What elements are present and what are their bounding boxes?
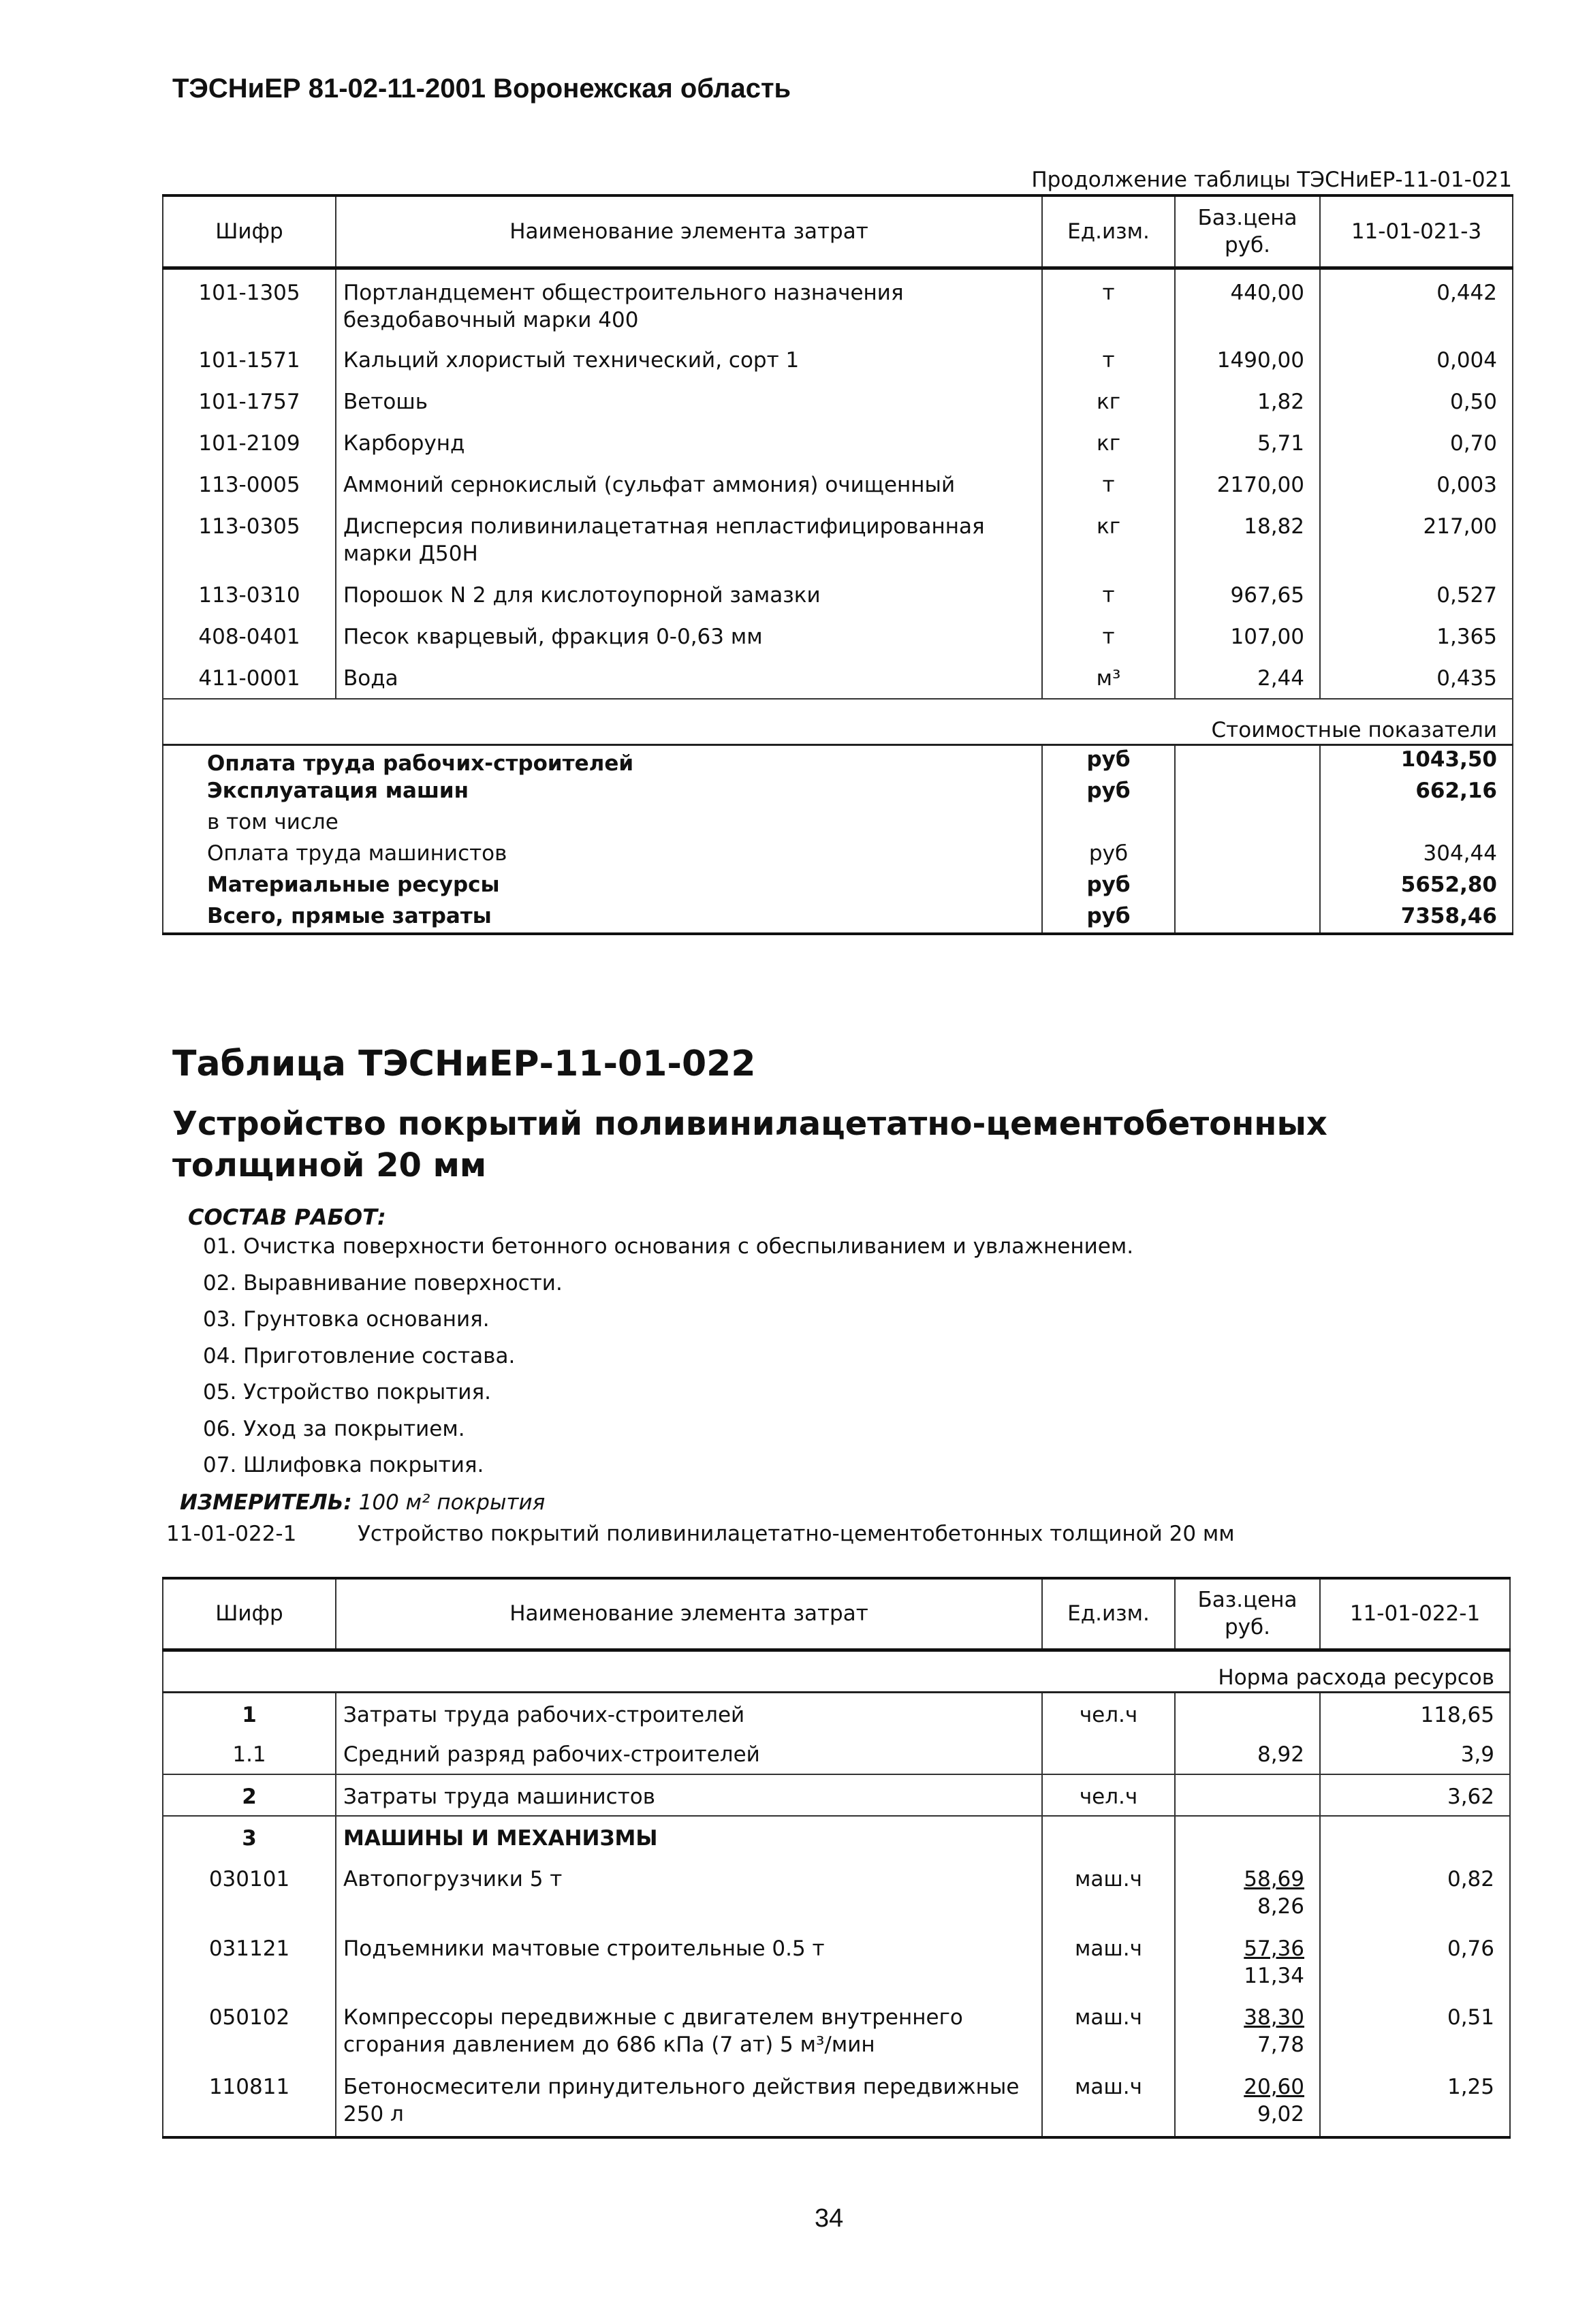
price-cell bbox=[1175, 1857, 1320, 1927]
code-cell: 101-1305 bbox=[163, 268, 336, 339]
table-row bbox=[163, 339, 1513, 380]
table-row bbox=[163, 615, 1513, 657]
table-title: Таблица ТЭСНиЕР-11-01-022 bbox=[172, 1043, 756, 1084]
code-cell: 030101 bbox=[163, 1857, 336, 1927]
total-row bbox=[163, 871, 1513, 902]
price-cell: 440,00 bbox=[1175, 268, 1320, 339]
name-cell: Порошок N 2 для кислотоупорной замазки bbox=[336, 574, 1042, 615]
total-unit: руб bbox=[1042, 902, 1175, 934]
table-row bbox=[163, 380, 1513, 422]
base-price: 8,92 bbox=[1257, 1742, 1304, 1767]
price-cell: 107,00 bbox=[1175, 615, 1320, 657]
value-cell: 0,82 bbox=[1320, 1857, 1510, 1927]
header-name: Наименование элемента затрат bbox=[336, 195, 1042, 268]
works-label: СОСТАВ РАБОТ: bbox=[188, 1204, 386, 1230]
work-item: 02. Выравнивание поверхности. bbox=[203, 1270, 563, 1296]
base-price: 57,36 bbox=[1244, 1936, 1304, 1961]
total-unit: руб bbox=[1042, 840, 1175, 871]
header-norm: 11-01-021-3 bbox=[1320, 195, 1513, 268]
value-cell: 1,25 bbox=[1320, 2065, 1510, 2137]
table-row bbox=[163, 2065, 1510, 2137]
name-cell: Затраты труда машинистов bbox=[336, 1774, 1042, 1816]
table-row bbox=[163, 1927, 1510, 1996]
price-cell bbox=[1175, 1927, 1320, 1996]
price-cell: 5,71 bbox=[1175, 422, 1320, 463]
table-row bbox=[163, 463, 1513, 505]
code-cell: 2 bbox=[163, 1774, 336, 1816]
unit-cell: кг bbox=[1042, 422, 1175, 463]
header-name: Наименование элемента затрат bbox=[336, 1578, 1042, 1650]
code-cell: 411-0001 bbox=[163, 657, 336, 699]
header-price: Баз.цена руб. bbox=[1175, 195, 1320, 268]
table-row bbox=[163, 268, 1513, 339]
code-cell: 101-2109 bbox=[163, 422, 336, 463]
unit-cell: чел.ч bbox=[1042, 1692, 1175, 1733]
value-cell bbox=[1320, 1816, 1510, 1857]
table-continuation-caption: Продолжение таблицы ТЭСНиЕР-11-01-021 bbox=[1031, 168, 1512, 192]
unit-cell bbox=[1042, 1733, 1175, 1774]
total-name: в том числе bbox=[163, 808, 1042, 840]
band-label: Норма расхода ресурсов bbox=[163, 1650, 1510, 1692]
total-value: 7358,46 bbox=[1320, 902, 1513, 934]
table-subtitle: Устройство покрытий поливинилацетатно-цементобетонных толщиной 20 мм bbox=[172, 1105, 1327, 1184]
value-cell: 1,365 bbox=[1320, 615, 1513, 657]
table-row bbox=[163, 1692, 1510, 1733]
operator-wage-price: 8,26 bbox=[1257, 1894, 1304, 1919]
header-norm: 11-01-022-1 bbox=[1320, 1578, 1510, 1650]
band-label: Стоимостные показатели bbox=[163, 699, 1513, 744]
total-row bbox=[163, 808, 1513, 840]
value-cell: 0,50 bbox=[1320, 380, 1513, 422]
work-item: 03. Грунтовка основания. bbox=[203, 1307, 490, 1332]
total-name: Материальные ресурсы bbox=[163, 871, 1042, 902]
total-unit: руб bbox=[1042, 871, 1175, 902]
unit-cell: кг bbox=[1042, 505, 1175, 574]
value-cell: 3,9 bbox=[1320, 1733, 1510, 1774]
header-code: Шифр bbox=[163, 1578, 336, 1650]
table-row bbox=[163, 574, 1513, 615]
name-cell: Подъемники мачтовые строительные 0.5 т bbox=[336, 1927, 1042, 1996]
unit-cell: чел.ч bbox=[1042, 1774, 1175, 1816]
unit-cell: маш.ч bbox=[1042, 1927, 1175, 1996]
total-value: 662,16 bbox=[1320, 777, 1513, 808]
name-cell: Дисперсия поливинилацетатная непластифицированная марки Д50Н bbox=[336, 505, 1042, 574]
price-cell: 1,82 bbox=[1175, 380, 1320, 422]
value-cell: 118,65 bbox=[1320, 1692, 1510, 1733]
unit-cell: т bbox=[1042, 268, 1175, 339]
table-row bbox=[163, 657, 1513, 699]
total-name: Эксплуатация машин bbox=[163, 777, 1042, 808]
document-header: ТЭСНиЕР 81-02-11-2001 Воронежская область bbox=[172, 74, 791, 104]
total-name: Всего, прямые затраты bbox=[163, 902, 1042, 934]
total-value: 304,44 bbox=[1320, 840, 1513, 871]
unit-cell bbox=[1042, 1816, 1175, 1857]
table-row bbox=[163, 1733, 1510, 1774]
code-cell: 101-1757 bbox=[163, 380, 336, 422]
price-cell bbox=[1175, 1733, 1320, 1774]
work-item: 06. Уход за покрытием. bbox=[203, 1416, 465, 1441]
name-cell: Карборунд bbox=[336, 422, 1042, 463]
total-row bbox=[163, 777, 1513, 808]
table-row bbox=[163, 1816, 1510, 1857]
value-cell: 0,70 bbox=[1320, 422, 1513, 463]
page-number: 34 bbox=[815, 2204, 844, 2233]
unit-cell: т bbox=[1042, 574, 1175, 615]
table-row bbox=[163, 1857, 1510, 1927]
work-item: 04. Приготовление состава. bbox=[203, 1343, 516, 1368]
meter-line bbox=[180, 1490, 545, 1515]
price-cell bbox=[1175, 1774, 1320, 1816]
code-cell: 113-0310 bbox=[163, 574, 336, 615]
total-price bbox=[1175, 744, 1320, 777]
value-cell: 3,62 bbox=[1320, 1774, 1510, 1816]
code-cell: 408-0401 bbox=[163, 615, 336, 657]
norm-description: Устройство покрытий поливинилацетатно-цементобетонных толщиной 20 мм bbox=[358, 1522, 1235, 1546]
norm-code: 11-01-022-1 bbox=[166, 1522, 297, 1546]
work-item: 05. Устройство покрытия. bbox=[203, 1380, 491, 1404]
unit-cell: т bbox=[1042, 615, 1175, 657]
name-cell: Бетоносмесители принудительного действия передвижные 250 л bbox=[336, 2065, 1042, 2137]
table-row bbox=[163, 422, 1513, 463]
value-cell: 0,51 bbox=[1320, 1996, 1510, 2065]
name-cell: Компрессоры передвижные с двигателем внутреннего сгорания давлением до 686 кПа (7 ат) 5 м³/мин bbox=[336, 1996, 1042, 2065]
value-cell: 0,527 bbox=[1320, 574, 1513, 615]
total-unit bbox=[1042, 808, 1175, 840]
table-header-row bbox=[163, 1578, 1510, 1650]
value-cell: 0,004 bbox=[1320, 339, 1513, 380]
unit-cell: м³ bbox=[1042, 657, 1175, 699]
name-cell: Кальций хлористый технический, сорт 1 bbox=[336, 339, 1042, 380]
total-name: Оплата труда машинистов bbox=[163, 840, 1042, 871]
base-price: 20,60 bbox=[1244, 2075, 1304, 2099]
name-cell: Ветошь bbox=[336, 380, 1042, 422]
total-price bbox=[1175, 902, 1320, 934]
name-cell: Песок кварцевый, фракция 0-0,63 мм bbox=[336, 615, 1042, 657]
header-unit: Ед.изм. bbox=[1042, 195, 1175, 268]
value-cell: 217,00 bbox=[1320, 505, 1513, 574]
price-cell bbox=[1175, 2065, 1320, 2137]
table-row bbox=[163, 1774, 1510, 1816]
band-row bbox=[163, 699, 1513, 744]
code-cell: 1.1 bbox=[163, 1733, 336, 1774]
code-cell: 101-1571 bbox=[163, 339, 336, 380]
price-cell bbox=[1175, 1816, 1320, 1857]
name-cell: МАШИНЫ И МЕХАНИЗМЫ bbox=[336, 1816, 1042, 1857]
header-price: Баз.цена руб. bbox=[1175, 1578, 1320, 1650]
price-cell: 1490,00 bbox=[1175, 339, 1320, 380]
unit-cell: маш.ч bbox=[1042, 1857, 1175, 1927]
base-price: 38,30 bbox=[1244, 2005, 1304, 2030]
unit-cell: т bbox=[1042, 339, 1175, 380]
total-price bbox=[1175, 777, 1320, 808]
band-row bbox=[163, 1650, 1510, 1692]
total-value: 1043,50 bbox=[1320, 744, 1513, 777]
name-cell: Портландцемент общестроительного назначения бездобавочный марки 400 bbox=[336, 268, 1042, 339]
unit-cell: т bbox=[1042, 463, 1175, 505]
total-unit: руб bbox=[1042, 744, 1175, 777]
value-cell: 0,76 bbox=[1320, 1927, 1510, 1996]
name-cell: Аммоний сернокислый (сульфат аммония) очищенный bbox=[336, 463, 1042, 505]
unit-cell: кг bbox=[1042, 380, 1175, 422]
name-cell: Автопогрузчики 5 т bbox=[336, 1857, 1042, 1927]
header-unit: Ед.изм. bbox=[1042, 1578, 1175, 1650]
base-price: 58,69 bbox=[1244, 1867, 1304, 1891]
code-cell: 110811 bbox=[163, 2065, 336, 2137]
value-cell: 0,442 bbox=[1320, 268, 1513, 339]
value-cell: 0,435 bbox=[1320, 657, 1513, 699]
work-item: 01. Очистка поверхности бетонного основания с обеспыливанием и увлажнением. bbox=[203, 1234, 1134, 1259]
meter-label: ИЗМЕРИТЕЛЬ: bbox=[180, 1490, 352, 1515]
price-cell: 2170,00 bbox=[1175, 463, 1320, 505]
price-cell: 18,82 bbox=[1175, 505, 1320, 574]
operator-wage-price: 7,78 bbox=[1257, 2032, 1304, 2057]
code-cell: 113-0005 bbox=[163, 463, 336, 505]
operator-wage-price: 11,34 bbox=[1244, 1964, 1304, 1988]
table-row bbox=[163, 505, 1513, 574]
code-cell: 113-0305 bbox=[163, 505, 336, 574]
code-cell: 3 bbox=[163, 1816, 336, 1857]
total-price bbox=[1175, 840, 1320, 871]
code-cell: 1 bbox=[163, 1692, 336, 1733]
price-cell: 967,65 bbox=[1175, 574, 1320, 615]
code-cell: 031121 bbox=[163, 1927, 336, 1996]
table-row bbox=[163, 1996, 1510, 2065]
meter-value: 100 м² покрытия bbox=[358, 1490, 546, 1515]
value-cell: 0,003 bbox=[1320, 463, 1513, 505]
name-cell: Средний разряд рабочих-строителей bbox=[336, 1733, 1042, 1774]
unit-cell: маш.ч bbox=[1042, 2065, 1175, 2137]
price-cell bbox=[1175, 1996, 1320, 2065]
operator-wage-price: 9,02 bbox=[1257, 2102, 1304, 2126]
total-row bbox=[163, 902, 1513, 934]
total-name: Оплата труда рабочих-строителей bbox=[163, 744, 1042, 777]
name-cell: Затраты труда рабочих-строителей bbox=[336, 1692, 1042, 1733]
total-price bbox=[1175, 808, 1320, 840]
total-unit: руб bbox=[1042, 777, 1175, 808]
work-item: 07. Шлифовка покрытия. bbox=[203, 1453, 484, 1477]
code-cell: 050102 bbox=[163, 1996, 336, 2065]
resource-table-11-01-022 bbox=[162, 1577, 1511, 2139]
total-value: 5652,80 bbox=[1320, 871, 1513, 902]
total-price bbox=[1175, 871, 1320, 902]
resource-table-11-01-021 bbox=[162, 194, 1513, 935]
price-cell: 2,44 bbox=[1175, 657, 1320, 699]
table-header-row bbox=[163, 195, 1513, 268]
header-code: Шифр bbox=[163, 195, 336, 268]
total-value bbox=[1320, 808, 1513, 840]
total-row bbox=[163, 840, 1513, 871]
unit-cell: маш.ч bbox=[1042, 1996, 1175, 2065]
price-cell bbox=[1175, 1692, 1320, 1733]
total-row bbox=[163, 744, 1513, 777]
name-cell: Вода bbox=[336, 657, 1042, 699]
